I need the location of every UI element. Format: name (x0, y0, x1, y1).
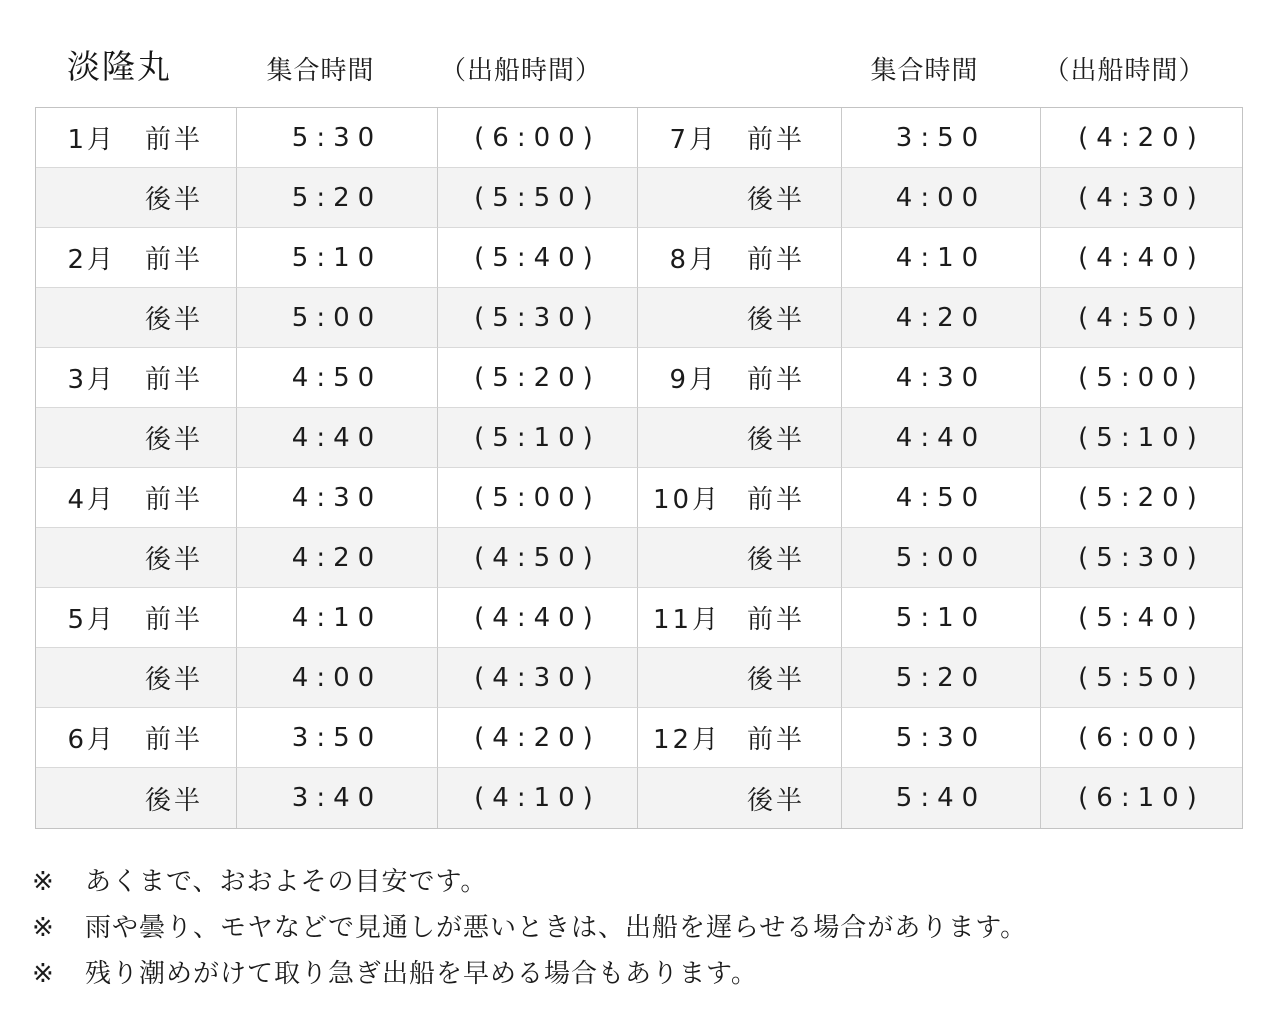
meeting-time-cell: 4:40 (842, 408, 1041, 468)
meeting-time-header-right: 集合時間 (870, 56, 979, 86)
period-label: 後半 (145, 545, 204, 575)
month-label: 5月 (67, 605, 116, 635)
meeting-time-cell: 5:00 (842, 528, 1041, 588)
period-label: 後半 (747, 305, 806, 335)
reference-mark: ※ (32, 867, 55, 897)
period-label: 前半 (145, 725, 204, 755)
departure-time-cell: (5:20) (438, 348, 638, 408)
month-label: 4月 (67, 485, 116, 515)
meeting-time-cell: 4:30 (842, 348, 1041, 408)
month-label: 7月 (669, 125, 718, 155)
meeting-time-cell: 5:40 (842, 768, 1041, 828)
meeting-time-cell: 4:40 (237, 408, 438, 468)
footnote (32, 868, 1027, 897)
table-row (36, 408, 1242, 468)
reference-mark: ※ (32, 913, 55, 943)
table-row (36, 348, 1242, 408)
departure-time-cell: (4:30) (1041, 168, 1242, 228)
departure-time-cell: (5:40) (1041, 588, 1242, 648)
month-label: 3月 (67, 365, 116, 395)
table-header-row (35, 38, 1243, 88)
meeting-time-cell: 4:00 (237, 648, 438, 708)
meeting-time-cell: 5:20 (842, 648, 1041, 708)
meeting-time-cell: 3:50 (237, 708, 438, 768)
meeting-time-cell: 5:00 (237, 288, 438, 348)
month-label: 12月 (653, 725, 722, 755)
departure-time-cell: (5:30) (438, 288, 638, 348)
table-row (36, 108, 1242, 168)
month-period-cell (638, 648, 842, 708)
period-label: 前半 (747, 365, 806, 395)
table-row (36, 168, 1242, 228)
departure-time-cell: (5:00) (1041, 348, 1242, 408)
month-period-cell (638, 588, 842, 648)
table-row (36, 468, 1242, 528)
month-label: 2月 (67, 245, 116, 275)
departure-time-cell: (4:40) (438, 588, 638, 648)
month-period-cell (638, 228, 842, 288)
footnote-text: 雨や曇り、モヤなどで見通しが悪いときは、出船を遅らせる場合があります。 (85, 913, 1028, 943)
departure-time-cell: (4:20) (438, 708, 638, 768)
period-label: 後半 (145, 185, 204, 215)
period-label: 後半 (747, 425, 806, 455)
departure-time-cell: (6:00) (438, 108, 638, 168)
month-period-cell (36, 708, 237, 768)
period-label: 前半 (145, 245, 204, 275)
departure-time-cell: (4:20) (1041, 108, 1242, 168)
meeting-time-cell: 4:20 (842, 288, 1041, 348)
month-label: 10月 (653, 485, 722, 515)
period-label: 前半 (747, 485, 806, 515)
month-period-cell (638, 528, 842, 588)
period-label: 後半 (747, 545, 806, 575)
table-row (36, 708, 1242, 768)
meeting-time-header-left: 集合時間 (266, 56, 375, 86)
month-label: 9月 (669, 365, 718, 395)
period-label: 前半 (145, 125, 204, 155)
month-period-cell (36, 348, 237, 408)
month-period-cell (36, 108, 237, 168)
month-period-cell (638, 408, 842, 468)
departure-time-cell: (5:30) (1041, 528, 1242, 588)
meeting-time-cell: 5:30 (237, 108, 438, 168)
table-row (36, 648, 1242, 708)
table-row (36, 228, 1242, 288)
meeting-time-cell: 5:30 (842, 708, 1041, 768)
period-label: 後半 (747, 665, 806, 695)
page-title: 淡隆丸 (67, 47, 172, 86)
period-label: 前半 (747, 725, 806, 755)
month-period-cell (36, 228, 237, 288)
departure-time-cell: (6:00) (1041, 708, 1242, 768)
departure-time-cell: (4:50) (438, 528, 638, 588)
table-row (36, 528, 1242, 588)
meeting-time-cell: 4:30 (237, 468, 438, 528)
meeting-time-cell: 4:00 (842, 168, 1041, 228)
month-period-cell (638, 468, 842, 528)
period-label: 後半 (747, 785, 806, 816)
reference-mark: ※ (32, 959, 55, 989)
departure-time-cell: (5:50) (1041, 648, 1242, 708)
departure-time-header-right: （出船時間） (1043, 56, 1206, 86)
month-period-cell (36, 288, 237, 348)
month-period-cell (638, 168, 842, 228)
month-period-cell (36, 168, 237, 228)
month-period-cell (36, 588, 237, 648)
footnote (32, 960, 1027, 989)
departure-time-cell: (4:50) (1041, 288, 1242, 348)
departure-time-header-left: （出船時間） (439, 56, 602, 86)
meeting-time-cell: 4:20 (237, 528, 438, 588)
period-label: 後半 (145, 665, 204, 695)
meeting-time-cell: 3:50 (842, 108, 1041, 168)
meeting-time-cell: 5:20 (237, 168, 438, 228)
departure-time-cell: (5:10) (438, 408, 638, 468)
meeting-time-cell: 4:50 (237, 348, 438, 408)
departure-time-cell: (4:10) (438, 768, 638, 828)
period-label: 前半 (747, 605, 806, 635)
month-period-cell (36, 528, 237, 588)
table-row (36, 288, 1242, 348)
footnotes (32, 868, 1027, 1006)
month-label: 6月 (67, 725, 116, 755)
meeting-time-cell: 3:40 (237, 768, 438, 828)
month-period-cell (638, 108, 842, 168)
departure-time-cell: (5:40) (438, 228, 638, 288)
departure-time-cell: (6:10) (1078, 783, 1205, 813)
departure-time-cell: (5:50) (438, 168, 638, 228)
period-label: 前半 (747, 125, 806, 155)
departure-time-cell: (4:40) (1041, 228, 1242, 288)
period-label: 前半 (145, 485, 204, 515)
departure-time-cell: (5:10) (1041, 408, 1242, 468)
period-label: 前半 (145, 605, 204, 635)
meeting-time-cell: 5:10 (237, 228, 438, 288)
table-row (36, 768, 1242, 828)
period-label: 後半 (145, 305, 204, 335)
month-label: 8月 (669, 245, 718, 275)
month-period-cell (638, 348, 842, 408)
meeting-time-cell: 4:10 (842, 228, 1041, 288)
month-label: 11月 (653, 605, 722, 635)
footnote-text: 残り潮めがけて取り急ぎ出船を早める場合もあります。 (85, 959, 758, 989)
month-period-cell (36, 408, 237, 468)
month-period-cell (36, 768, 237, 828)
footnote-text: あくまで、おおよその目安です。 (85, 867, 488, 897)
month-period-cell (638, 288, 842, 348)
period-label: 後半 (145, 785, 204, 816)
period-label: 前半 (747, 245, 806, 275)
departure-time-cell: (5:20) (1041, 468, 1242, 528)
month-period-cell (638, 768, 842, 828)
meeting-time-cell: 4:10 (237, 588, 438, 648)
period-label: 後半 (145, 425, 204, 455)
period-label: 前半 (145, 365, 204, 395)
meeting-time-cell: 4:50 (842, 468, 1041, 528)
footnote (32, 914, 1027, 943)
month-period-cell (638, 708, 842, 768)
month-period-cell (36, 468, 237, 528)
period-label: 後半 (747, 185, 806, 215)
table-row (36, 588, 1242, 648)
meeting-time-cell: 5:10 (842, 588, 1041, 648)
month-label: 1月 (67, 125, 116, 155)
schedule-table (35, 107, 1243, 829)
month-period-cell (36, 648, 237, 708)
departure-time-cell: (5:00) (438, 468, 638, 528)
departure-time-cell: (4:30) (438, 648, 638, 708)
